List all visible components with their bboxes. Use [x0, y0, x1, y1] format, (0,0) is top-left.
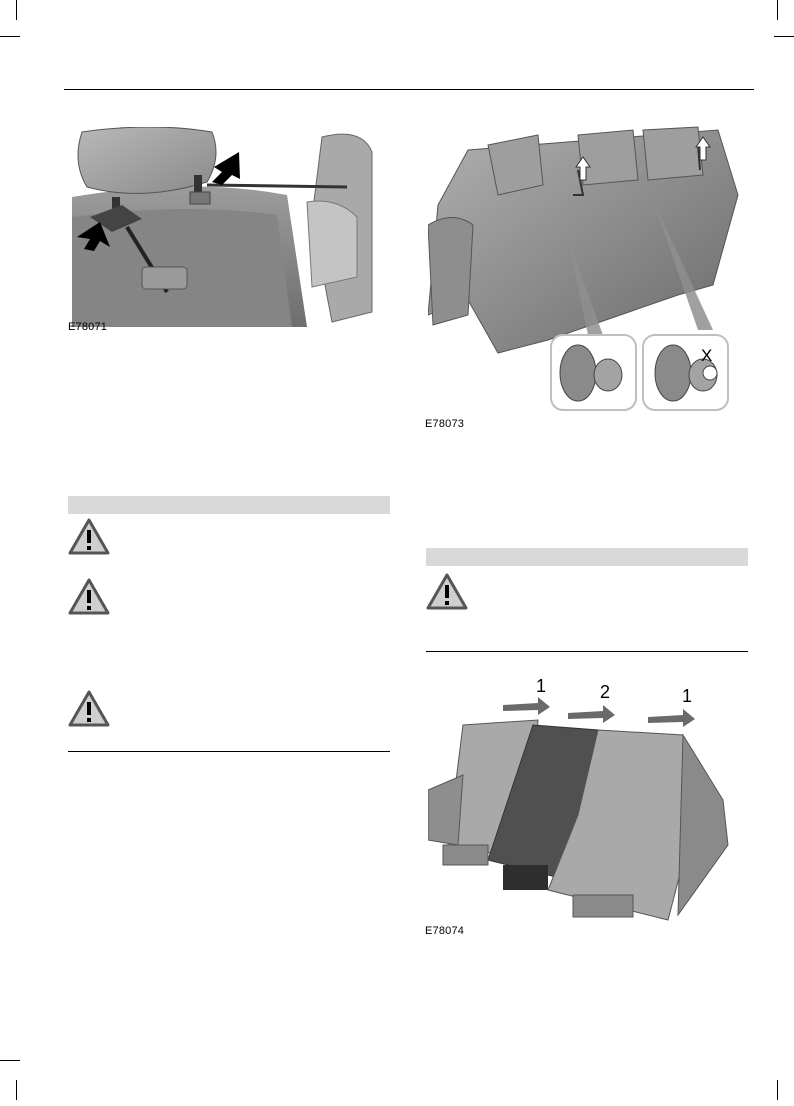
section-heading-bar — [426, 548, 748, 566]
crop-mark — [0, 36, 20, 37]
figure-headrest — [72, 127, 377, 327]
headrest-illustration — [72, 127, 377, 327]
crop-mark — [777, 1080, 778, 1100]
figure-seat-sections — [428, 695, 738, 935]
seat-sections-illustration — [428, 695, 738, 935]
crop-mark — [0, 1060, 20, 1061]
warning-triangle-icon — [68, 690, 110, 728]
figure-label: E78071 — [68, 321, 108, 333]
section-heading-bar — [68, 496, 390, 514]
section-rule — [426, 651, 748, 652]
figure-label: E78074 — [425, 925, 465, 937]
crop-mark — [777, 0, 778, 20]
warning-triangle-icon — [68, 578, 110, 616]
warning-triangle-icon — [68, 518, 110, 556]
callout-1: 1 — [536, 676, 547, 696]
crop-mark — [774, 36, 794, 37]
section-rule — [68, 751, 390, 752]
warning-triangle-icon — [426, 573, 468, 611]
seat-release-illustration — [428, 125, 743, 415]
callout-2: 2 — [600, 682, 611, 702]
header-rule — [64, 89, 754, 90]
crop-mark — [16, 1080, 17, 1100]
callout-x: X — [701, 346, 713, 365]
figure-label: E78073 — [425, 418, 465, 430]
figure-seat-release — [428, 125, 743, 415]
crop-mark — [16, 0, 17, 20]
callout-1: 1 — [682, 686, 693, 706]
